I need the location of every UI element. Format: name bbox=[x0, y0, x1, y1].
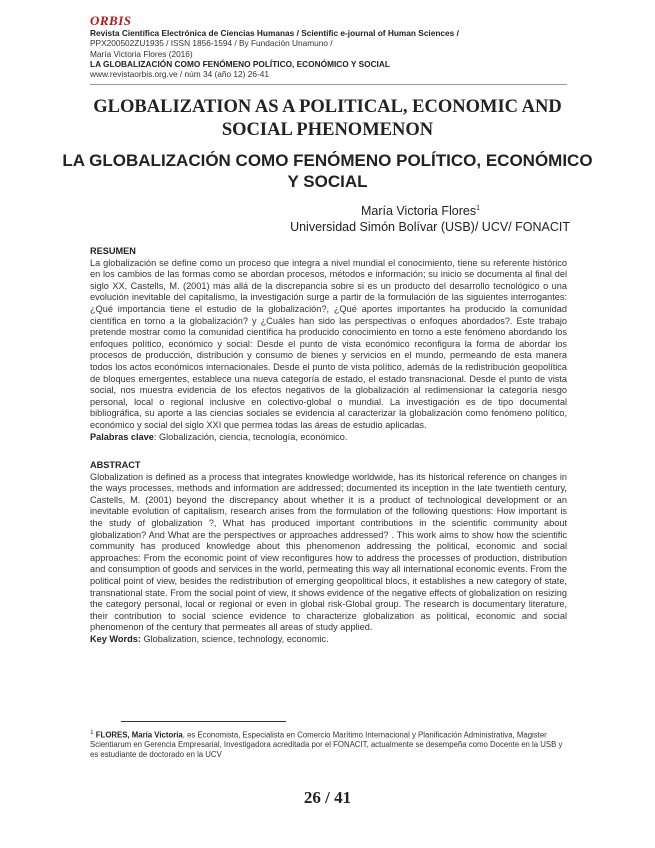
resumen-body: La globalización se define como un proceso que integra a nivel mundial el conocimiento, tiene su referente histórico en los cambios de las formas como se abordan procesos, métodos e información; su inicio se documenta al final del siglo XX, Castells, M. (2001) más allá de la discrepancia sobre si es un producto del desarrollo tecnológico o una evolución inevitable del capitalismo, la investigación surge a partir de la formulación de las siguientes interrogantes: ¿Qué importancia tiene el estudio de la globalización?, ¿Qué aportes importantes ha producido la comunidad científica en torno a la globalización? y ¿Cuáles han sido las perspectivas o enfoques abordados?. Este trabajo pretende mostrar como la comunidad científica ha producido conocimiento en torno a este fenómeno abordando los enfoques político, económico y social: Desde el punto de vista económico reconfigura la forma de abordar los procesos de producción, distribución y consumo de bienes y servicios en el mundo, permeando de esta manera todos los actos económicos internacionales. Desde el punto de vista político, además de la redistribución geopolítica de bloques emergentes, establece una nueva categoría de estado, el estado transnacional. Desde el punto de vista social, nos muestra evidencia de los efectos negativos de la globalización al redimensionar la categoría riesgo personal, local o regional inclusive en colectivo-global o mundial. La investigación es de tipo documental bibliográfica, su aporte a las ciencias sociales se evidencia al caracterizar la globalización como fenómeno político, económico y social del siglo XXI que permea todas las áreas de estudio aplicadas. bbox=[90, 257, 567, 430]
title-spanish: LA GLOBALIZACIÓN COMO FENÓMENO POLÍTICO, ECONÓMICO Y SOCIAL bbox=[62, 151, 593, 191]
abstract-keywords bbox=[90, 634, 567, 646]
footnote bbox=[90, 728, 567, 760]
author-footnote-mark: 1 bbox=[476, 205, 480, 212]
journal-name: Revista Científica Electrónica de Ciencias Humanas / Scientific e-journal of Human Sciences / bbox=[90, 28, 459, 38]
running-header bbox=[90, 14, 560, 79]
header-article-title: LA GLOBALIZACIÓN COMO FENÓMENO POLÍTICO, ECONÓMICO Y SOCIAL bbox=[90, 58, 390, 69]
resumen-heading: RESUMEN bbox=[90, 246, 136, 256]
resumen-keywords-text: : Globalización, ciencia, tecnología, económico. bbox=[153, 431, 348, 442]
page-number: 26 / 41 bbox=[303, 788, 352, 807]
journal-ids: PPX200502ZU1935 / ISSN 1856-1594 / By Fundación Unamuno / bbox=[90, 38, 333, 49]
footnote-mark: 1 bbox=[90, 729, 94, 736]
journal-logo: ORBIS bbox=[90, 13, 132, 28]
author-block bbox=[150, 201, 570, 235]
author-name: María Victoria Flores bbox=[361, 204, 477, 219]
footnote-divider bbox=[121, 721, 286, 722]
resumen-section bbox=[90, 246, 567, 443]
footnote-text: , es Economista, Especialista en Comercio Marítimo Internacional y Planificación Administrativa, Magister Scientiarum en Gerencia Empresarial, Investigadora acreditada por el FONACIT, actualmente se desempeña como Docente en la USB y es estudiante de doctorado en la UCV bbox=[90, 730, 563, 760]
abstract-keywords-text: Globalization, science, technology, economic. bbox=[140, 633, 329, 644]
abstract-keywords-label: Key Words: bbox=[90, 633, 141, 644]
header-author-year: María Victoria Flores (2016) bbox=[90, 48, 193, 59]
header-citation: www.revistaorbis.org.ve / núm 34 (año 12) 26-41 bbox=[90, 69, 269, 80]
footnote-name: FLORES, María Victoria bbox=[95, 730, 183, 740]
resumen-keywords bbox=[90, 432, 567, 444]
author-affiliation: Universidad Simón Bolívar (USB)/ UCV/ FONACIT bbox=[290, 220, 570, 235]
header-divider bbox=[90, 84, 567, 85]
author-name-line bbox=[150, 201, 570, 219]
abstract-section bbox=[90, 460, 567, 646]
abstract-body: Globalization is defined as a process that integrates knowledge worldwide, has its historical reference on changes in the ways processes, methods and information are addressed; documented its inception in the late twentieth century, Castells, M. (2001) beyond the discrepancy about whether it is a product of technological development or an inevitable evolution of capitalism, research arises from the formulation of the following questions: How important is the study of globalization ?, What has produced important contributions in the scientific community about globalization? And What are the perspectives or approaches addressed? . This work aims to show how the scientific community has produced knowledge about this phenomenon addressing the political, economic and social approaches: From the economic point of view reconfigures how to address the processes of production, distribution and consumption of goods and services in the world, permeating this way all international economic events. From the political point of view, besides the redistribution of emerging geopolitical blocs, it establishes a new category of state, transnational state. From the social point of view, it shows evidence of the negative effects of globalization on resizing the category personal, local or regional or even in global risk-Global group. The research is documentary literature, their contribution to social science evidence to characterize globalization as political, economic and social phenomenon of the century that permeates all areas of study applied. bbox=[90, 471, 567, 633]
title-english: GLOBALIZATION AS A POLITICAL, ECONOMIC AND SOCIAL PHENOMENON bbox=[93, 97, 562, 140]
resumen-keywords-label: Palabras clave bbox=[90, 431, 154, 442]
abstract-heading: ABSTRACT bbox=[90, 460, 141, 470]
